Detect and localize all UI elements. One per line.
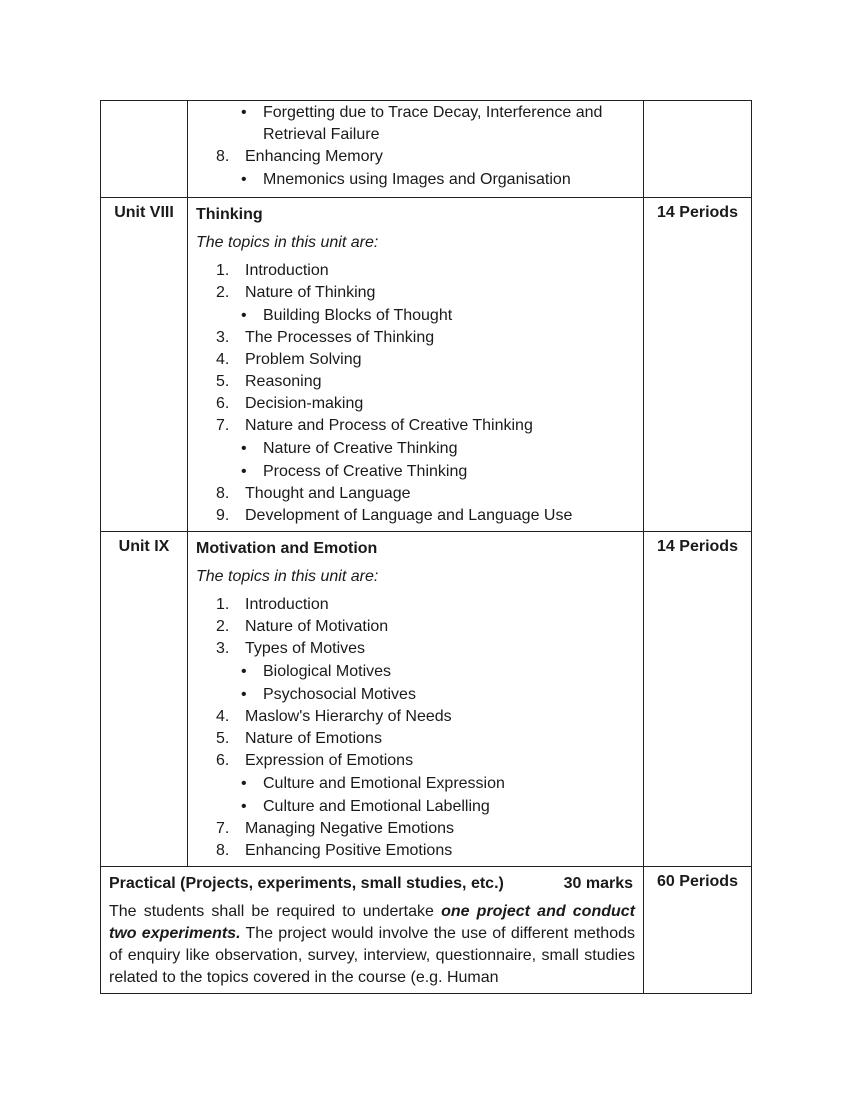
topic-list [196, 260, 635, 527]
sub-list-item [196, 438, 635, 460]
item-number: 6. [216, 752, 230, 769]
periods-label: 60 Periods [644, 867, 752, 994]
item-number: 7. [216, 820, 230, 837]
item-number: 1. [216, 596, 230, 613]
item-number: 8. [216, 842, 230, 859]
item-number: 6. [216, 395, 230, 412]
practical-description [109, 901, 635, 989]
item-label: Introduction [245, 262, 329, 279]
unit-content [188, 198, 644, 532]
item-number: 4. [216, 708, 230, 725]
item-label: Nature of Emotions [245, 730, 382, 747]
unit-intro: The topics in this unit are: [196, 568, 379, 585]
item-label: Expression of Emotions [245, 752, 414, 769]
bullet-text: Biological Motives [263, 663, 392, 680]
item-number: 4. [216, 351, 230, 368]
unit-title: Motivation and Emotion [196, 540, 378, 557]
item-number: 3. [216, 640, 230, 657]
sub-list-item [196, 661, 635, 683]
list-item [196, 594, 635, 616]
sub-list-item [196, 773, 635, 795]
item-label: Managing Negative Emotions [245, 820, 455, 837]
item-number: 8. [216, 485, 230, 502]
item-label: Maslow's Hierarchy of Needs [245, 708, 452, 725]
periods-label: 14 Periods [644, 198, 752, 532]
item-number: 2. [216, 284, 230, 301]
sub-list-item [196, 305, 635, 327]
list-item [196, 146, 635, 168]
item-label: Introduction [245, 596, 329, 613]
list-item [196, 728, 635, 750]
practical-marks: 30 marks [563, 875, 633, 892]
item-label: Nature and Process of Creative Thinking [245, 417, 533, 434]
sub-list-item [196, 461, 635, 483]
list-item [196, 349, 635, 371]
unit-cell-empty [101, 101, 188, 198]
bullet-text: Forgetting due to Trace Decay, Interference and Retrieval Failure [263, 104, 603, 143]
list-item [196, 638, 635, 660]
practical-content [101, 867, 644, 994]
bullet-text: Process of Creative Thinking [263, 463, 468, 480]
practical-row [101, 867, 752, 994]
item-label: Problem Solving [245, 351, 362, 368]
continuation-content [188, 101, 644, 198]
item-label: Types of Motives [245, 640, 366, 657]
bullet-text: Building Blocks of Thought [263, 307, 453, 324]
item-number: 8. [216, 148, 230, 165]
list-item [196, 371, 635, 393]
practical-text-2: The project would involve the use of different methods of enquiry like observation, survey, interview, questionnaire, small studies related to the topics covered in the course (e.g. Human [109, 925, 635, 986]
unit-label: Unit VIII [101, 198, 188, 532]
item-label: Decision-making [245, 395, 364, 412]
list-item [196, 750, 635, 772]
list-item [196, 282, 635, 304]
practical-emphasis: one project and conduct two experiments. [109, 903, 635, 942]
unit-row-viii [101, 198, 752, 532]
item-label: Thought and Language [245, 485, 411, 502]
list-item [196, 393, 635, 415]
item-label: Enhancing Positive Emotions [245, 842, 453, 859]
list-item [196, 616, 635, 638]
item-label: Nature of Thinking [245, 284, 376, 301]
unit-title: Thinking [196, 206, 263, 223]
list-item [196, 327, 635, 349]
list-item [196, 415, 635, 437]
list-item [196, 260, 635, 282]
list-item [196, 706, 635, 728]
item-label: Reasoning [245, 373, 322, 390]
sub-list-item [196, 796, 635, 818]
item-number: 3. [216, 329, 230, 346]
topic-list [196, 594, 635, 862]
item-number: 5. [216, 730, 230, 747]
item-number: 5. [216, 373, 230, 390]
practical-header [109, 873, 635, 895]
list-item [196, 483, 635, 505]
item-number: 2. [216, 618, 230, 635]
periods-label: 14 Periods [644, 532, 752, 867]
item-label: The Processes of Thinking [245, 329, 435, 346]
list-item [196, 818, 635, 840]
list-item [196, 169, 635, 191]
bullet-text: Mnemonics using Images and Organisation [263, 171, 571, 188]
bullet-text: Culture and Emotional Expression [263, 775, 505, 792]
sub-list-item [196, 684, 635, 706]
unit-intro: The topics in this unit are: [196, 234, 379, 251]
periods-cell-empty [644, 101, 752, 198]
unit-content [188, 532, 644, 867]
item-label: Nature of Motivation [245, 618, 389, 635]
item-number: 7. [216, 417, 230, 434]
item-number: 9. [216, 507, 230, 524]
bullet-text: Nature of Creative Thinking [263, 440, 458, 457]
list-item [196, 102, 635, 146]
practical-text-1: The students shall be required to undertake [109, 903, 442, 920]
unit-label: Unit IX [101, 532, 188, 867]
bullet-text: Culture and Emotional Labelling [263, 798, 490, 815]
syllabus-table [100, 100, 752, 994]
practical-title: Practical (Projects, experiments, small studies, etc.) [109, 875, 504, 892]
item-label: Enhancing Memory [245, 148, 383, 165]
bullet-text: Psychosocial Motives [263, 686, 416, 703]
item-label: Development of Language and Language Use [245, 507, 573, 524]
list-item [196, 505, 635, 527]
item-number: 1. [216, 262, 230, 279]
unit-row-ix [101, 532, 752, 867]
continuation-row [101, 101, 752, 198]
list-item [196, 840, 635, 862]
